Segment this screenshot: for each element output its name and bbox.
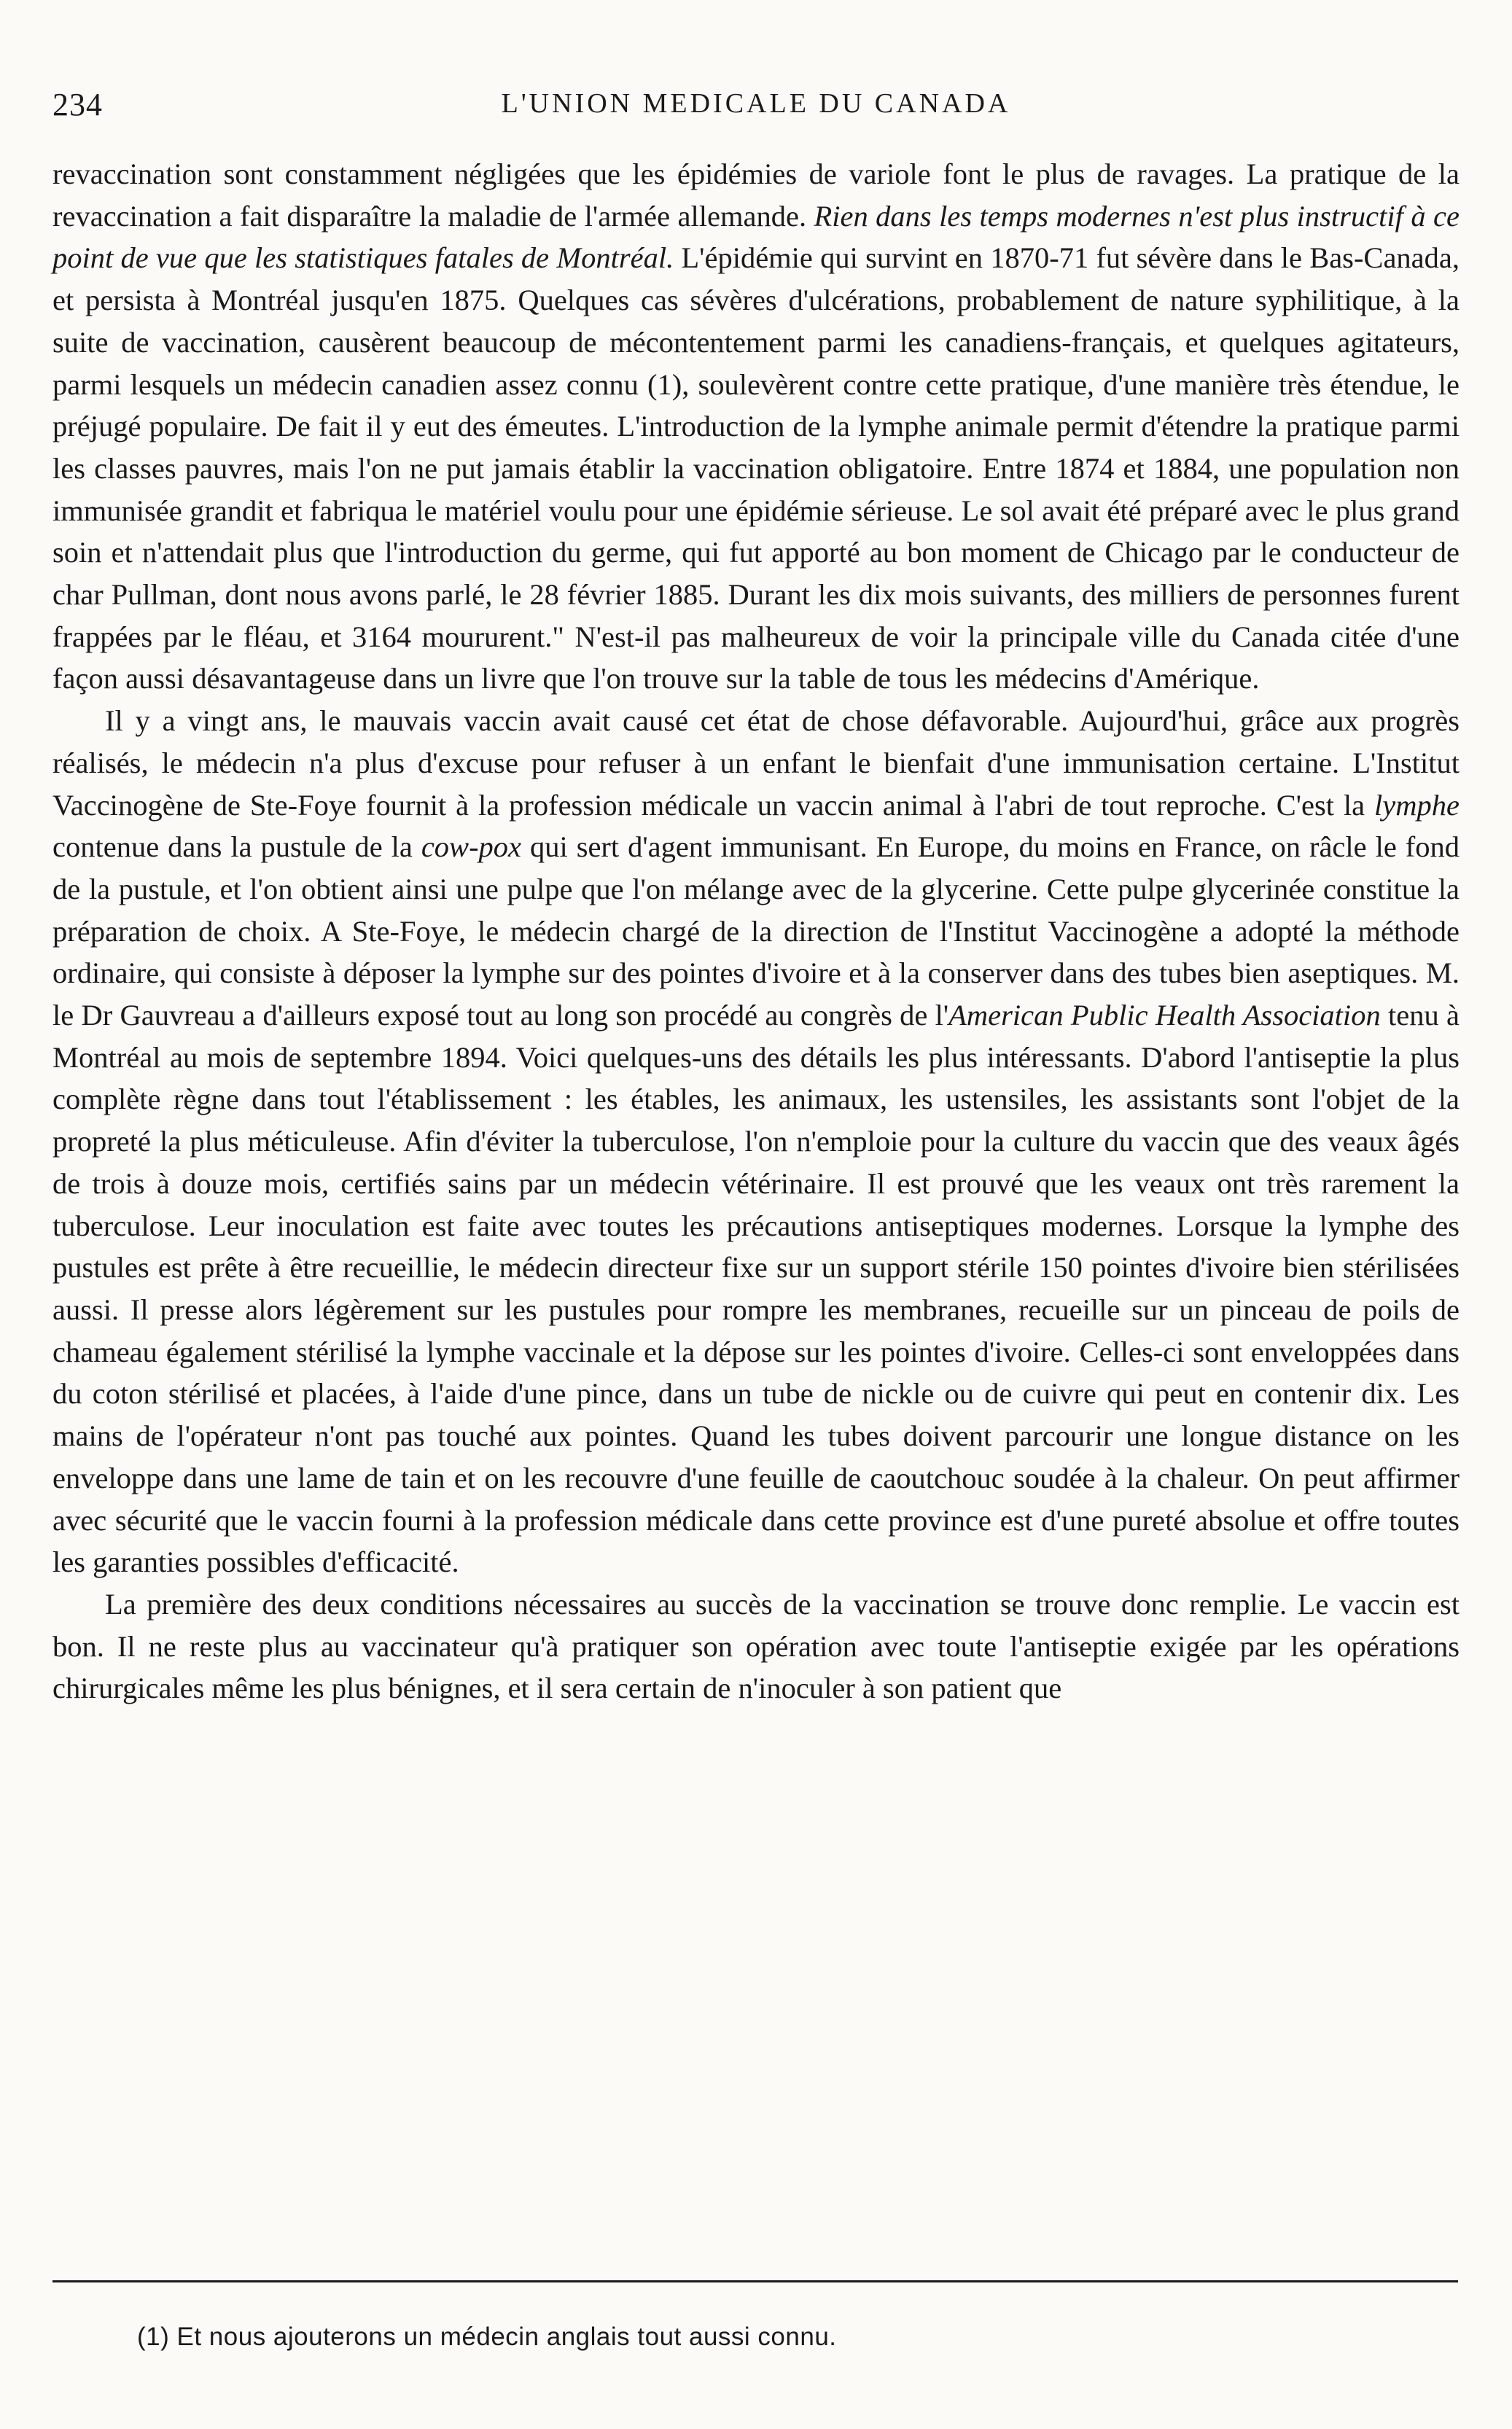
text-run: L'épidémie qui survint en 1870-71 fut sévère dans le Bas-Canada, et persista à Montréal jusqu'en 1875. Quelques cas sévères d'ulcérations, probablement de nature syphilitique, à la suite de vaccination, causèrent beaucoup de mécontentement parmi les canadiens-français, et quelques agitateurs, parmi lesquels un médecin canadien assez connu (1), soulevèrent contre cette pratique, d'une manière très étendue, le préjugé populaire. De fait il y eut des émeutes. L'introduction de la lymphe animale permit d'étendre la pratique parmi les classes pauvres, mais l'on ne put jamais établir la vaccination obligatoire. Entre 1874 et 1884, une population non immunisée grandit et fabriqua le matériel voulu pour une épidémie sérieuse. Le sol avait été préparé avec le plus grand soin et n'attendait plus que l'introduction du germe, qui fut apporté au bon moment de Chicago par le conducteur de char Pullman, dont nous avons parlé, le 28 février 1885. Durant les dix mois suivants, des milliers de personnes furent frappées par le fléau, et 3164 moururent." N'est-il pas malheureux de voir la principale ville du Canada citée d'une façon aussi désavantageuse dans un livre que l'on trouve sur la table de tous les médecins d'Amérique. [52,241,1460,695]
running-head [52,86,1460,137]
paragraph [52,153,1460,700]
italic-text: lymphe [1374,788,1460,822]
text-run: revaccination sont constamment négligées que les épidémies de variole font le plus de ravages. La pratique de la revaccination a fait disparaître la maladie de l'armée allemande. [52,157,1460,233]
italic-text: cow-pox [421,830,522,864]
paragraph [52,1583,1460,1709]
text-run: qui sert d'agent immunisant. En Europe, du moins en France, on râcle le fond de la pustule, et l'on obtient ainsi une pulpe que l'on mélange avec de la glycerine. Cette pulpe glycerinée constitue la préparation de choix. A Ste-Foye, le médecin chargé de la direction de l'Institut Vaccinogène a adopté la méthode ordinaire, qui consiste à déposer la lymphe sur des pointes d'ivoire et à la conserver dans des tubes bien aseptiques. M. le Dr Gauvreau a d'ailleurs exposé tout au long son procédé au congrès de l' [52,830,1460,1032]
journal-title: L'UNION MEDICALE DU CANADA [501,88,1011,119]
page-number: 234 [52,87,103,122]
footnote: (1) Et nous ajouterons un médecin anglais tout aussi connu. [137,2323,837,2351]
paragraph [52,700,1460,1583]
text-run: contenue dans la pustule de la [52,830,421,864]
text-run: La première des deux conditions nécessaires au succès de la vaccination se trouve donc remplie. Le vaccin est bon. Il ne reste plus au vaccinateur qu'à pratiquer son opération avec toute l'antiseptie exigée par les opérations chirurgicales même les plus bénignes, et il sera certain de n'inoculer à son patient que [52,1587,1460,1705]
italic-text: Rien dans les temps modernes n'est plus instructif à ce point de vue que les statistiques fatales de Montréal. [52,199,1460,275]
italic-text: American Public Health Association [948,999,1381,1032]
text-run: tenu à Montréal au mois de septembre 1894. Voici quelques-uns des détails les plus intéressants. D'abord l'antiseptie la plus complète règne dans tout l'établissement : les étables, les animaux, les ustensiles, les assistants sont l'objet de la propreté la plus méticuleuse. Afin d'éviter la tuberculose, l'on n'emploie pour la culture du vaccin que des veaux âgés de trois à douze mois, certifiés sains par un médecin vétérinaire. Il est prouvé que les veaux ont très rarement la tuberculose. Leur inoculation est faite avec toutes les précautions antiseptiques modernes. Lorsque la lymphe des pustules est prête à être recueillie, le médecin directeur fixe sur un support stérile 150 pointes d'ivoire bien stérilisées aussi. Il presse alors légèrement sur les pustules pour rompre les membranes, recueille sur un pinceau de poils de chameau également stérilisé la lymphe vaccinale et la dépose sur les pointes d'ivoire. Celles-ci sont enveloppées dans du coton stérilisé et placées, à l'aide d'une pince, dans un tube de nickle ou de cuivre qui peut en contenir dix. Les mains de l'opérateur n'ont pas touché aux pointes. Quand les tubes doivent parcourir une longue distance on les enveloppe dans une lame de tain et on les recouvre d'une feuille de caoutchouc soudée à la chaleur. On peut affirmer avec sécurité que le vaccin fourni à la profession médicale dans cette province est d'une pureté absolue et offre toutes les garanties possibles d'efficacité. [52,999,1460,1579]
text-run: Il y a vingt ans, le mauvais vaccin avait causé cet état de chose défavorable. Aujourd'hui, grâce aux progrès réalisés, le médecin n'a plus d'excuse pour refuser à un enfant le bienfait d'une immunisation certaine. L'Institut Vaccinogène de Ste-Foye fournit à la profession médicale un vaccin animal à l'abri de tout reproche. C'est la [52,704,1460,822]
footnote-rule [52,2280,1458,2282]
article-body [52,153,1460,1709]
